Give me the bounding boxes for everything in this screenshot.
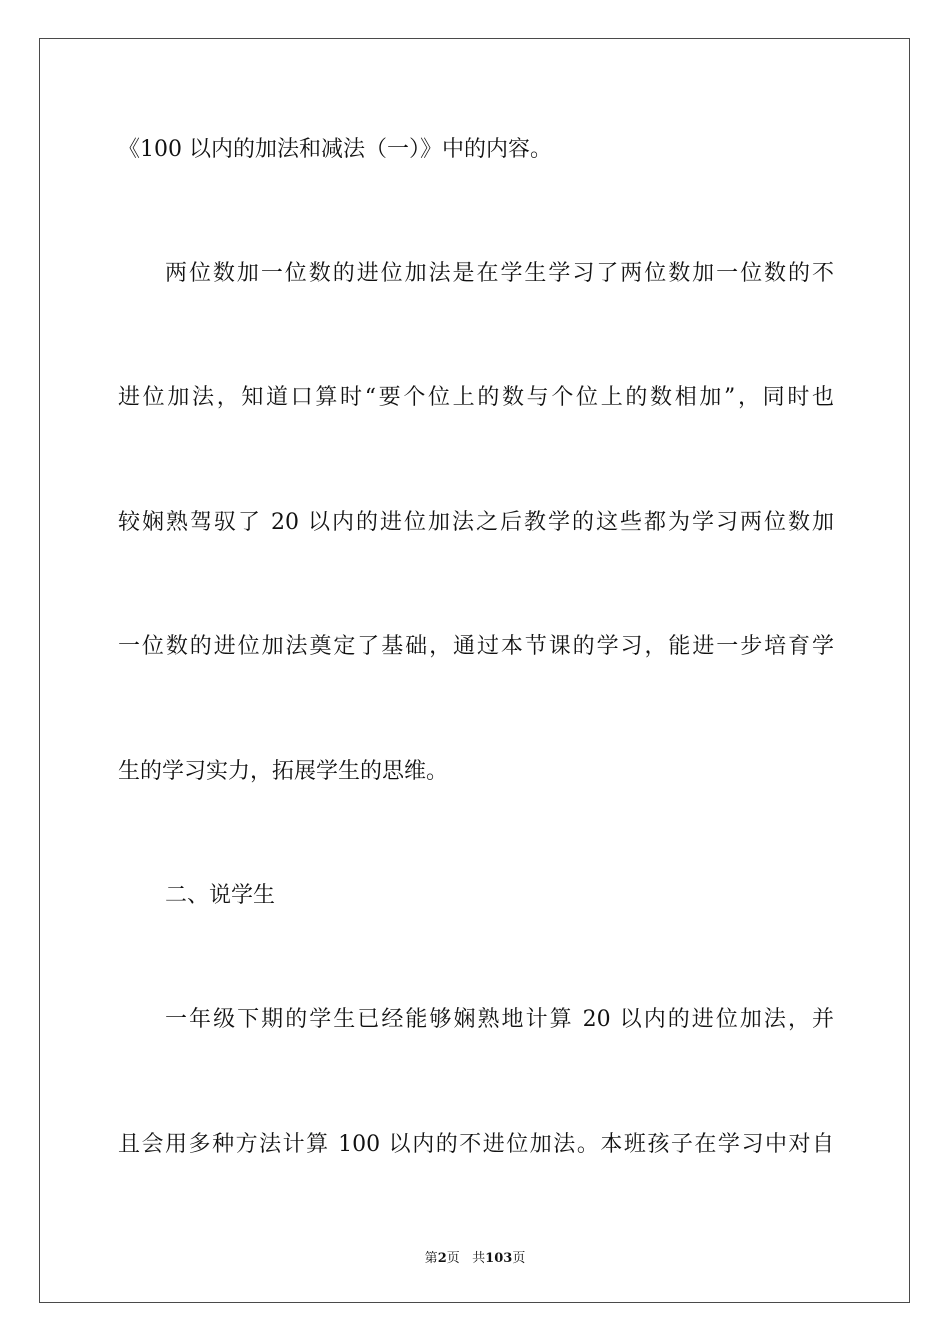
footer-page-prefix: 第	[424, 1251, 438, 1266]
paragraph-2-line-2: 且会用多种方法计算 100 以内的不进位加法。本班孩子在学习中对自	[118, 1132, 834, 1157]
text-line-1: 《100 以内的加法和减法（一）》中的内容。	[118, 137, 552, 162]
page-border	[39, 38, 910, 1303]
paragraph-1-line-5: 生的学习实力，拓展学生的思维。	[118, 759, 449, 784]
footer-total-prefix: 共	[472, 1251, 486, 1266]
paragraph-2-line-1: 一年级下期的学生已经能够娴熟地计算 20 以内的进位加法，并	[165, 1007, 834, 1032]
paragraph-1-line-3: 较娴熟驾驭了 20 以内的进位加法之后教学的这些都为学习两位数加	[118, 510, 834, 535]
footer-total-pages: 103	[485, 1251, 513, 1266]
paragraph-1-line-2: 进位加法，知道口算时“要个位上的数与个位上的数相加”，同时也	[118, 385, 834, 410]
paragraph-1-line-4: 一位数的进位加法奠定了基础，通过本节课的学习，能进一步培育学	[118, 634, 834, 659]
paragraph-1-line-1: 两位数加一位数的进位加法是在学生学习了两位数加一位数的不	[165, 261, 834, 286]
footer-total-suffix: 页	[512, 1251, 526, 1266]
section-heading: 二、说学生	[165, 883, 276, 908]
footer-page-suffix: 页	[446, 1251, 460, 1266]
footer-page-number: 2	[437, 1251, 447, 1266]
page-footer	[0, 1247, 950, 1266]
